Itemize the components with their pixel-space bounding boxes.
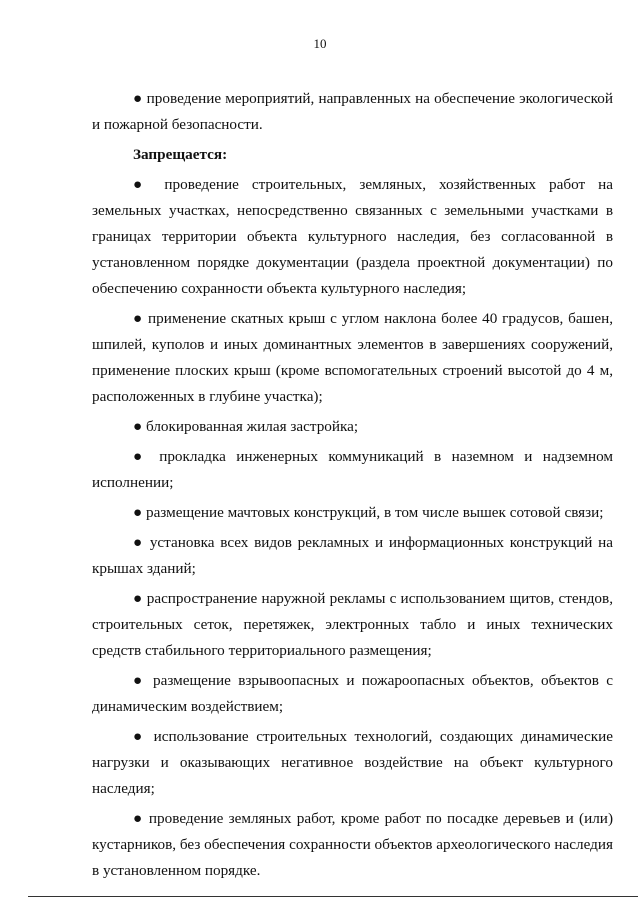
paragraph-intro: ● проведение мероприятий, направленных на обеспечение экологической и пожарной безопасности. <box>92 90 613 133</box>
list-item: ● применение скатных крыш с углом наклона более 40 градусов, башен, шпилей, куполов и иных доминантных элементов в завершениях сооружений, применение плоских крыш (кроме вспомогательных строений высотой до 4 м, расположенных в глубине участка); <box>92 310 613 405</box>
list-item: ● блокированная жилая застройка; <box>133 418 359 435</box>
list-item: ● использование строительных технологий, создающих динамические нагрузки и оказывающих негативное воздействие на объект культурного наследия; <box>92 728 613 797</box>
list-item: ● размещение мачтовых конструкций, в том числе вышек сотовой связи; <box>133 504 604 521</box>
section-heading: Запрещается: <box>133 146 228 163</box>
list-item: ● распространение наружной рекламы с использованием щитов, стендов, строительных сеток, перетяжек, электронных табло и иных технических средств стабильного территориального размещения; <box>92 590 613 659</box>
page-number: 10 <box>313 36 327 51</box>
list-item: ● проведение строительных, земляных, хозяйственных работ на земельных участках, непосредственно связанных с земельными участками в границах территории объекта культурного наследия, без согласованной в установленном порядке документации (раздела проектной документации) по обеспечению сохранности объекта культурного наследия; <box>92 176 613 297</box>
document-body <box>92 86 613 888</box>
list-item: ● прокладка инженерных коммуникаций в наземном и надземном исполнении; <box>92 448 613 491</box>
bottom-rule <box>28 896 638 897</box>
list-item: ● проведение земляных работ, кроме работ по посадке деревьев и (или) кустарников, без обеспечения сохранности объектов археологического наследия в установленном порядке. <box>92 810 613 879</box>
list-item: ● размещение взрывоопасных и пожароопасных объектов, объектов с динамическим воздействием; <box>92 672 613 715</box>
list-item: ● установка всех видов рекламных и информационных конструкций на крышах зданий; <box>92 534 613 577</box>
